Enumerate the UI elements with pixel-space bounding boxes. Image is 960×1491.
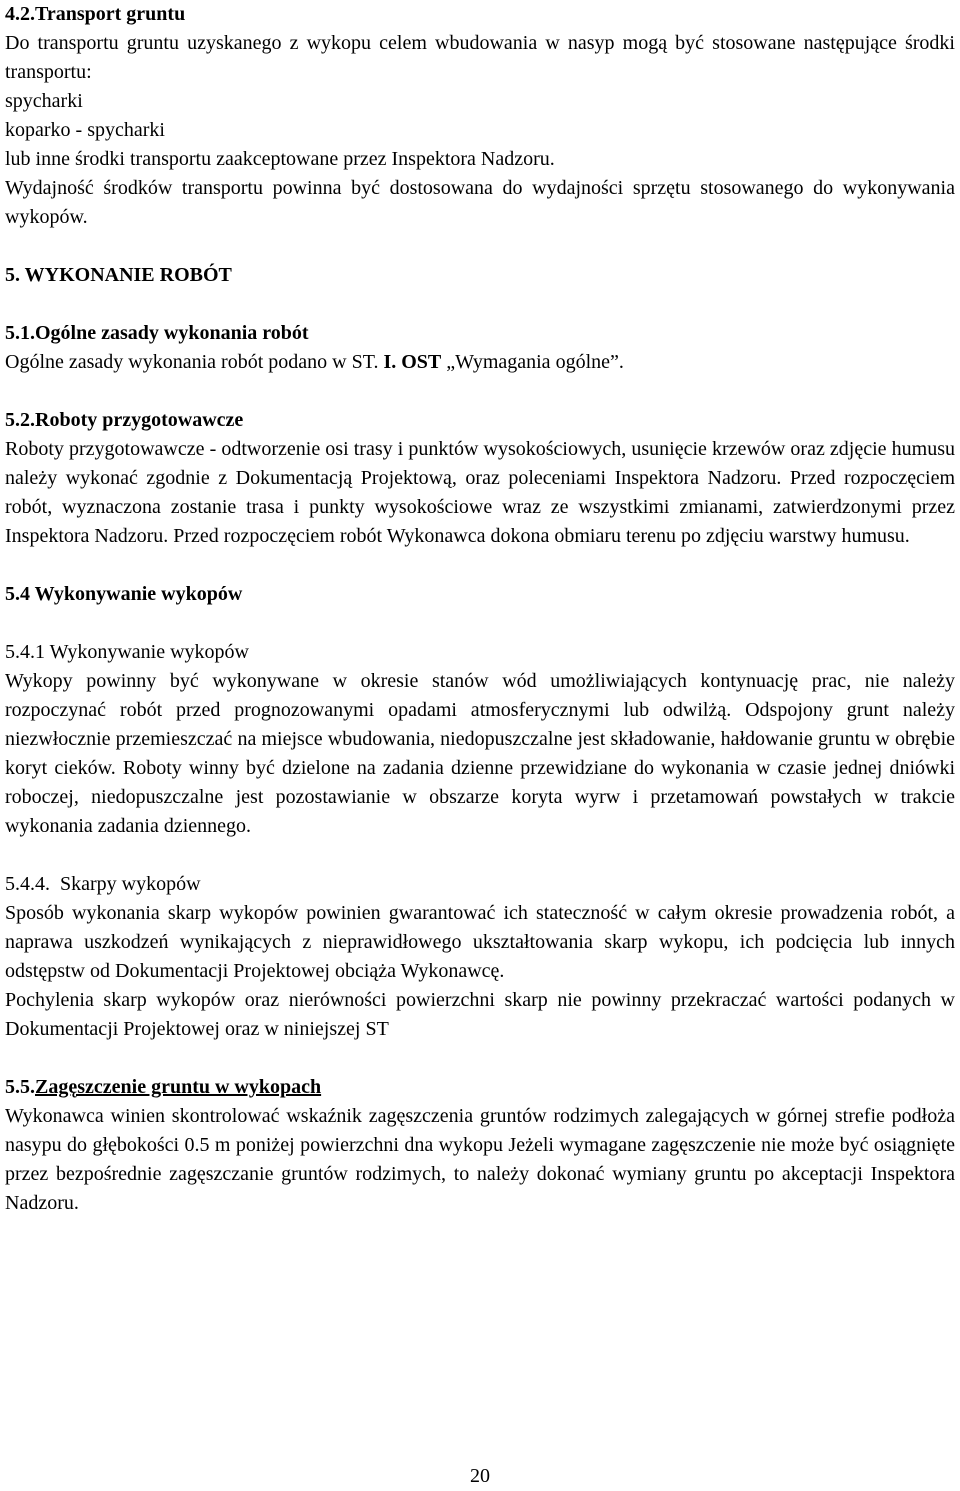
section-5-4-heading: 5.4 Wykonywanie wykopów — [5, 583, 243, 605]
text-part: Ogólne zasady wykonania robót podano w ST. — [5, 351, 379, 373]
section-5-4-4-text: Sposób wykonania skarp wykopów powinien gwarantować ich stateczność w całym okresie prowadzenia robót, a naprawa uszkodzeń wynikających z nieprawidłowego ukształtowania skarp wykopu, ich podcięcia lub innych odstępstw od Dokumentacji Projektowej obciąża Wykonawcę. — [5, 902, 955, 982]
section-5-4-1-heading: 5.4.1 Wykonywanie wykopów — [5, 641, 249, 663]
section-5-5-text: Wykonawca winien skontrolować wskaźnik zagęszczenia gruntów rodzimych zalegających w górnej strefie podłoża nasypu do głębokości 0.5 m poniżej powierzchni dna wykopu Jeżeli wymagane zagęszczenie nie może być osiągnięte przez bezpośrednie zagęszczanie gruntów rodzimych, to należy dokonać wymiany gruntu po akceptacji Inspektora Nadzoru. — [5, 1105, 955, 1214]
text-part: „Wymagania ogólne”. — [446, 351, 624, 373]
section-4-2-paragraph-2: Wydajność środków transportu powinna być dostosowana do wydajności sprzętu stosowanego do wykonywania wykopów. — [5, 177, 955, 228]
section-5-4-4-text-2: Pochylenia skarp wykopów oraz nierówności powierzchni skarp nie powinny przekraczać wartości podanych w Dokumentacji Projektowej oraz w niniejszej ST — [5, 989, 955, 1040]
page-number: 20 — [470, 1465, 490, 1487]
section-5-heading: 5. WYKONANIE ROBÓT — [5, 264, 232, 286]
document-page — [5, 0, 955, 1218]
section-5-5-heading — [5, 1073, 955, 1102]
section-4-2-paragraph: Do transportu gruntu uzyskanego z wykopu celem wbudowania w nasyp mogą być stosowane następujące środki transportu: — [5, 32, 955, 83]
list-item: lub inne środki transportu zaakceptowane przez Inspektora Nadzoru. — [5, 148, 555, 170]
section-5-1-heading: 5.1.Ogólne zasady wykonania robót — [5, 322, 309, 344]
section-5-4-4-heading: 5.4.4. Skarpy wykopów — [5, 873, 201, 895]
heading-title: Zagęszczenie gruntu w wykopach — [35, 1076, 322, 1098]
section-4-2-heading: 4.2.Transport gruntu — [5, 3, 186, 25]
text-part-bold: I. — [383, 351, 397, 373]
heading-number: 5.5. — [5, 1076, 35, 1098]
list-item: koparko - spycharki — [5, 119, 165, 141]
section-5-4-1-text: Wykopy powinny być wykonywane w okresie stanów wód umożliwiających kontynuację prac, nie należy rozpoczynać robót przed prognozowanymi opadami atmosferycznymi lub odwilżą. Odspojony grunt należy niezwłocznie przemieszczać na miejsce wbudowania, niedopuszczalne jest składowanie, hałdowanie gruntu w obrębie koryt cieków. Roboty winny być dzielone na zadania dzienne przewidziane do wykonania w czasie jednej dniówki roboczej, niedopuszczalne jest pozostawianie w obszarze koryta wyrw i przetamowań powstałych w trakcie wykonania zadania dziennego. — [5, 670, 955, 837]
section-5-2-heading: 5.2.Roboty przygotowawcze — [5, 409, 244, 431]
section-5-2-text: Roboty przygotowawcze - odtworzenie osi trasy i punktów wysokościowych, usunięcie krzewów oraz zdjęcie humusu należy wykonać zgodnie z Dokumentacją Projektową, oraz poleceniami Inspektora Nadzoru. Przed rozpoczęciem robót, wyznaczona zostanie trasa i punkty wysokościowe wraz ze wszystkimi zmianami, zatwierdzonymi przez Inspektora Nadzoru. Przed rozpoczęciem robót Wykonawca dokona obmiaru terenu po zdjęciu warstwy humusu. — [5, 438, 955, 547]
section-5-1-text — [5, 348, 955, 377]
list-item: spycharki — [5, 90, 83, 112]
text-part-bold: OST — [401, 351, 442, 373]
